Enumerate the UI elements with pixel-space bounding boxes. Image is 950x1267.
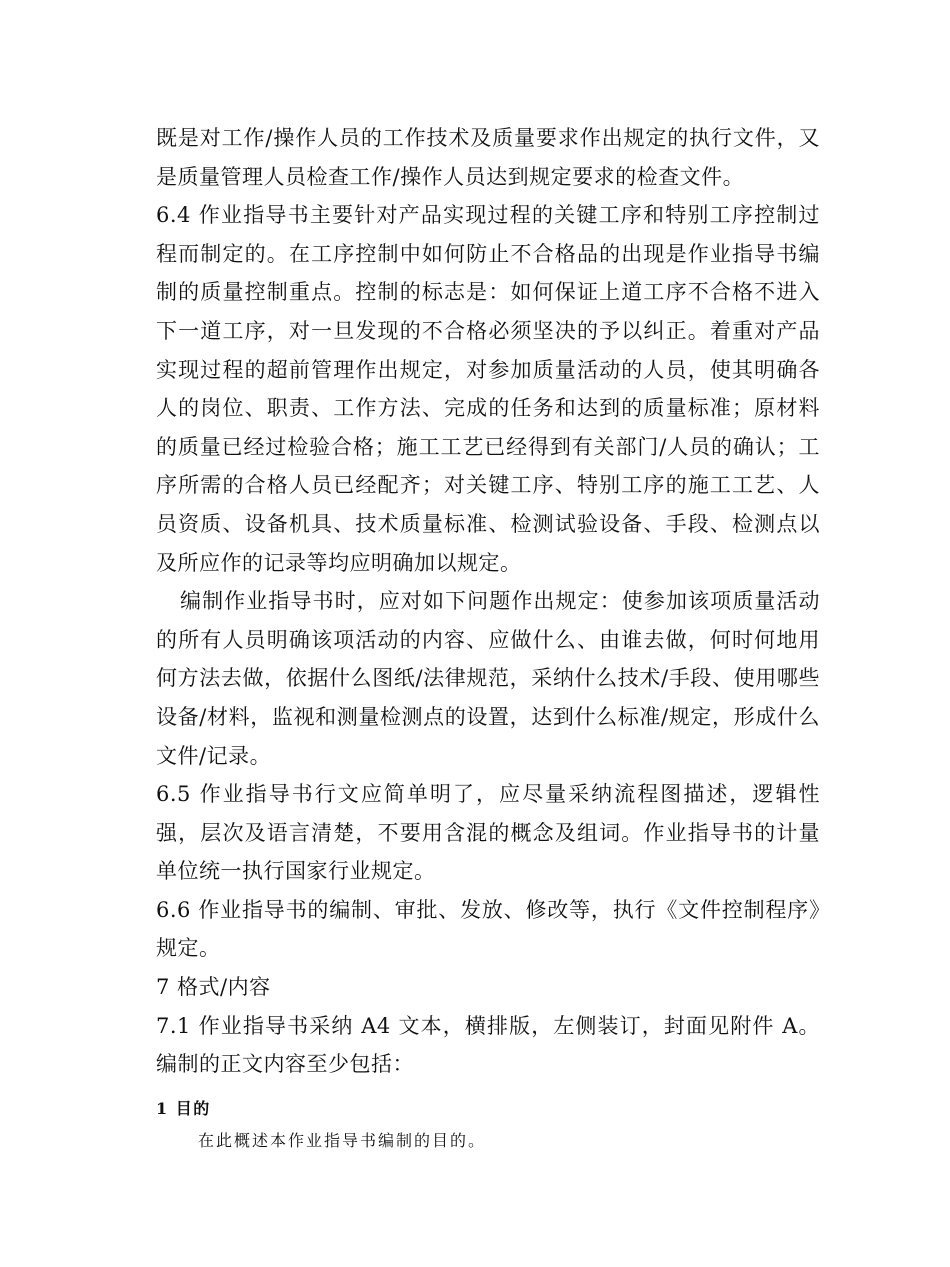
section-1-heading: 1 目的 bbox=[156, 1099, 211, 1118]
paragraph-6-4: 6.4 作业指导书主要针对产品实现过程的关键工序和特别工序控制过程而制定的。在工序控制中如何防止不合格品的出现是作业指导书编制的质量控制重点。控制的标志是：如何保证上道工序不合格不进入下一道工序，对一旦发现的不合格必须坚决的予以纠正。着重对产品实现过程的超前管理作出规定，对参加质量活动的人员，使其明确各人的岗位、职责、工作方法、完成的任务和达到的质量标准；原材料的质量已经过检验合格；施工工艺已经得到有关部门/人员的确认；工序所需的合格人员已经配齐；对关键工序、特别工序的施工工艺、人员资质、设备机具、技术质量标准、检测试验设备、手段、检测点以及所应作的记录等均应明确加以规定。 bbox=[156, 203, 820, 575]
section-1-body: 在此概述本作业指导书编制的目的。 bbox=[198, 1131, 487, 1150]
paragraph-7-1: 7.1 作业指导书采纳 A4 文本，横排版，左侧装订，封面见附件 A。编制的正文内容至少包括： bbox=[156, 1013, 820, 1077]
section-7-heading: 7 格式/内容 bbox=[156, 975, 271, 1000]
paragraph-compile: 编制作业指导书时，应对如下问题作出规定：使参加该项质量活动的所有人员明确该项活动的内容、应做什么、由谁去做，何时何地用何方法去做，依据什么图纸/法律规范，采纳什么技术/手段、使用哪些设备/材料，监视和测量检测点的设置，达到什么标准/规定，形成什么文件/记录。 bbox=[156, 589, 820, 768]
paragraph-6-5: 6.5 作业指导书行文应简单明了，应尽量采纳流程图描述，逻辑性强，层次及语言清楚，不要用含混的概念及组词。作业指导书的计量单位统一执行国家行业规定。 bbox=[156, 782, 820, 884]
document-body bbox=[156, 119, 820, 1084]
paragraph-6-6: 6.6 作业指导书的编制、审批、发放、修改等，执行《文件控制程序》规定。 bbox=[156, 897, 820, 961]
paragraph-intro: 既是对工作/操作人员的工作技术及质量要求作出规定的执行文件，又是质量管理人员检查工作/操作人员达到规定要求的检查文件。 bbox=[156, 126, 820, 189]
